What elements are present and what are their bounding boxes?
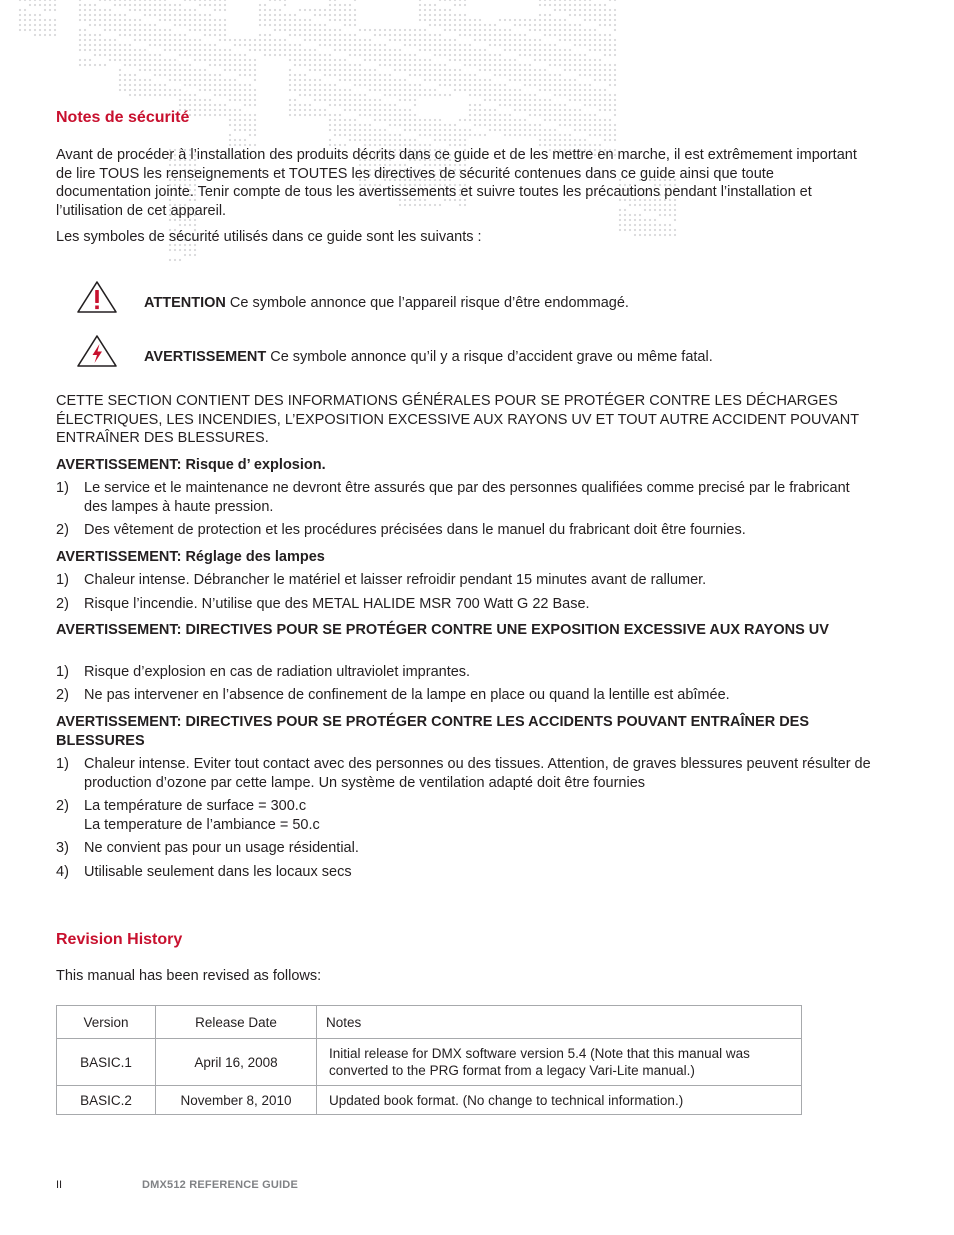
table-row	[57, 1086, 802, 1115]
column-header-version: Version	[57, 1006, 156, 1039]
list-text: Utilisable seulement dans les locaux secs	[84, 864, 352, 880]
warning-description	[144, 349, 713, 365]
table-row	[57, 1039, 802, 1086]
list-number: 2)	[56, 687, 69, 703]
list-number: 2)	[56, 522, 69, 538]
column-header-release-date: Release Date	[156, 1006, 317, 1039]
list-number: 3)	[56, 840, 69, 856]
list-text: Le service et le maintenance ne devront être assurés que par des personnes qualifiées comme precisé par le frabricant des lampes à haute pression.	[84, 480, 850, 515]
cell-version: BASIC.1	[57, 1039, 156, 1086]
list-text-line-1: La température de surface = 300.c	[84, 798, 307, 814]
cell-notes: Initial release for DMX software version 5.4 (Note that this manual was converted to the PRG format from a legacy Vari-Lite manual.)	[317, 1039, 802, 1086]
list-text: Chaleur intense. Débrancher le matériel et laisser refroidir pendant 15 minutes avant de rallumer.	[84, 572, 707, 588]
attention-description	[144, 295, 629, 311]
list-text: Risque d’explosion en cas de radiation ultraviolet imprantes.	[84, 664, 471, 680]
list-number: 2)	[56, 596, 69, 612]
cell-date: April 16, 2008	[156, 1039, 317, 1086]
warning-heading-injury: AVERTISSEMENT: DIRECTIVES POUR SE PROTÉGER CONTRE LES ACCIDENTS POUVANT ENTRAÎNER DES BLESSURES	[56, 714, 810, 749]
warning-heading-lamp-setting: AVERTISSEMENT: Réglage des lampes	[56, 549, 325, 565]
list-text: Des vêtement de protection et les procédures précisées dans le manuel du frabricant doit être fournies.	[84, 522, 746, 538]
lightning-triangle-icon	[76, 334, 118, 368]
symbols-intro: Les symboles de sécurité utilisés dans ce guide sont les suivants :	[56, 229, 482, 245]
list-number: 2)	[56, 798, 69, 814]
column-header-notes: Notes	[317, 1006, 802, 1039]
cell-date: November 8, 2010	[156, 1086, 317, 1115]
list-text: Ne convient pas pour un usage résidential.	[84, 840, 359, 856]
list-number: 1)	[56, 664, 69, 680]
warning-heading-uv: AVERTISSEMENT: DIRECTIVES POUR SE PROTÉGER CONTRE UNE EXPOSITION EXCESSIVE AUX RAYONS UV	[56, 622, 829, 638]
footer-guide-title: DMX512 REFERENCE GUIDE	[142, 1179, 298, 1191]
list-text: Chaleur intense. Eviter tout contact avec des personnes ou des tissues. Attention, de graves blessures peuvent résulter de production d’ozone par cette lampe. Un système de ventilation adapté doit être fournies	[84, 756, 871, 791]
revision-table	[56, 1005, 802, 1115]
attention-text: Ce symbole annonce que l’appareil risque d’être endommagé.	[225, 295, 629, 311]
symbol-row-warning	[76, 334, 876, 374]
safety-notes-heading: Notes de sécurité	[56, 109, 190, 126]
revision-history-heading: Revision History	[56, 931, 183, 948]
exclamation-triangle-icon	[76, 280, 118, 314]
cell-notes: Updated book format. (No change to technical information.)	[317, 1086, 802, 1115]
warning-label: AVERTISSEMENT	[144, 349, 267, 365]
revision-intro: This manual has been revised as follows:	[56, 968, 322, 984]
attention-label: ATTENTION	[144, 295, 226, 311]
general-notice: CETTE SECTION CONTIENT DES INFORMATIONS GÉNÉRALES POUR SE PROTÉGER CONTRE LES DÉCHARGES ÉLECTRIQUES, LES INCENDIES, L’EXPOSITION EXCESSIVE AUX RAYONS UV ET TOUT AUTRE ACCIDENT POUVANT ENTRAÎNER DES BLESSURES.	[56, 393, 859, 446]
list-text	[84, 797, 876, 835]
page-number: II	[56, 1179, 63, 1191]
list-number: 1)	[56, 756, 69, 772]
list-number: 1)	[56, 480, 69, 496]
list-number: 4)	[56, 864, 69, 880]
safety-intro-paragraph: Avant de procéder à l’installation des produits décrits dans ce guide et de les mettre en marche, il est extrêmement important de lire TOUS les renseignements et TOUTES les directives de sécurité contenues dans ce guide ainsi que toute documentation jointe. Tenir compte de tous les avertissements et suivre toutes les précautions pendant l’installation et l’utilisation de cet appareil.	[56, 147, 857, 219]
warning-heading-explosion: AVERTISSEMENT: Risque d’ explosion.	[56, 457, 326, 473]
list-number: 1)	[56, 572, 69, 588]
table-header-row	[57, 1006, 802, 1039]
warning-text: Ce symbole annonce qu’il y a risque d’accident grave ou même fatal.	[266, 349, 713, 365]
list-text: Risque l’incendie. N’utilise que des METAL HALIDE MSR 700 Watt G 22 Base.	[84, 596, 590, 612]
symbol-row-attention	[76, 280, 876, 320]
list-text-line-2: La temperature de l’ambiance = 50.c	[84, 817, 320, 833]
list-text: Ne pas intervener en l’absence de confinement de la lampe en place ou quand la lentille est abîmée.	[84, 687, 730, 703]
cell-version: BASIC.2	[57, 1086, 156, 1115]
